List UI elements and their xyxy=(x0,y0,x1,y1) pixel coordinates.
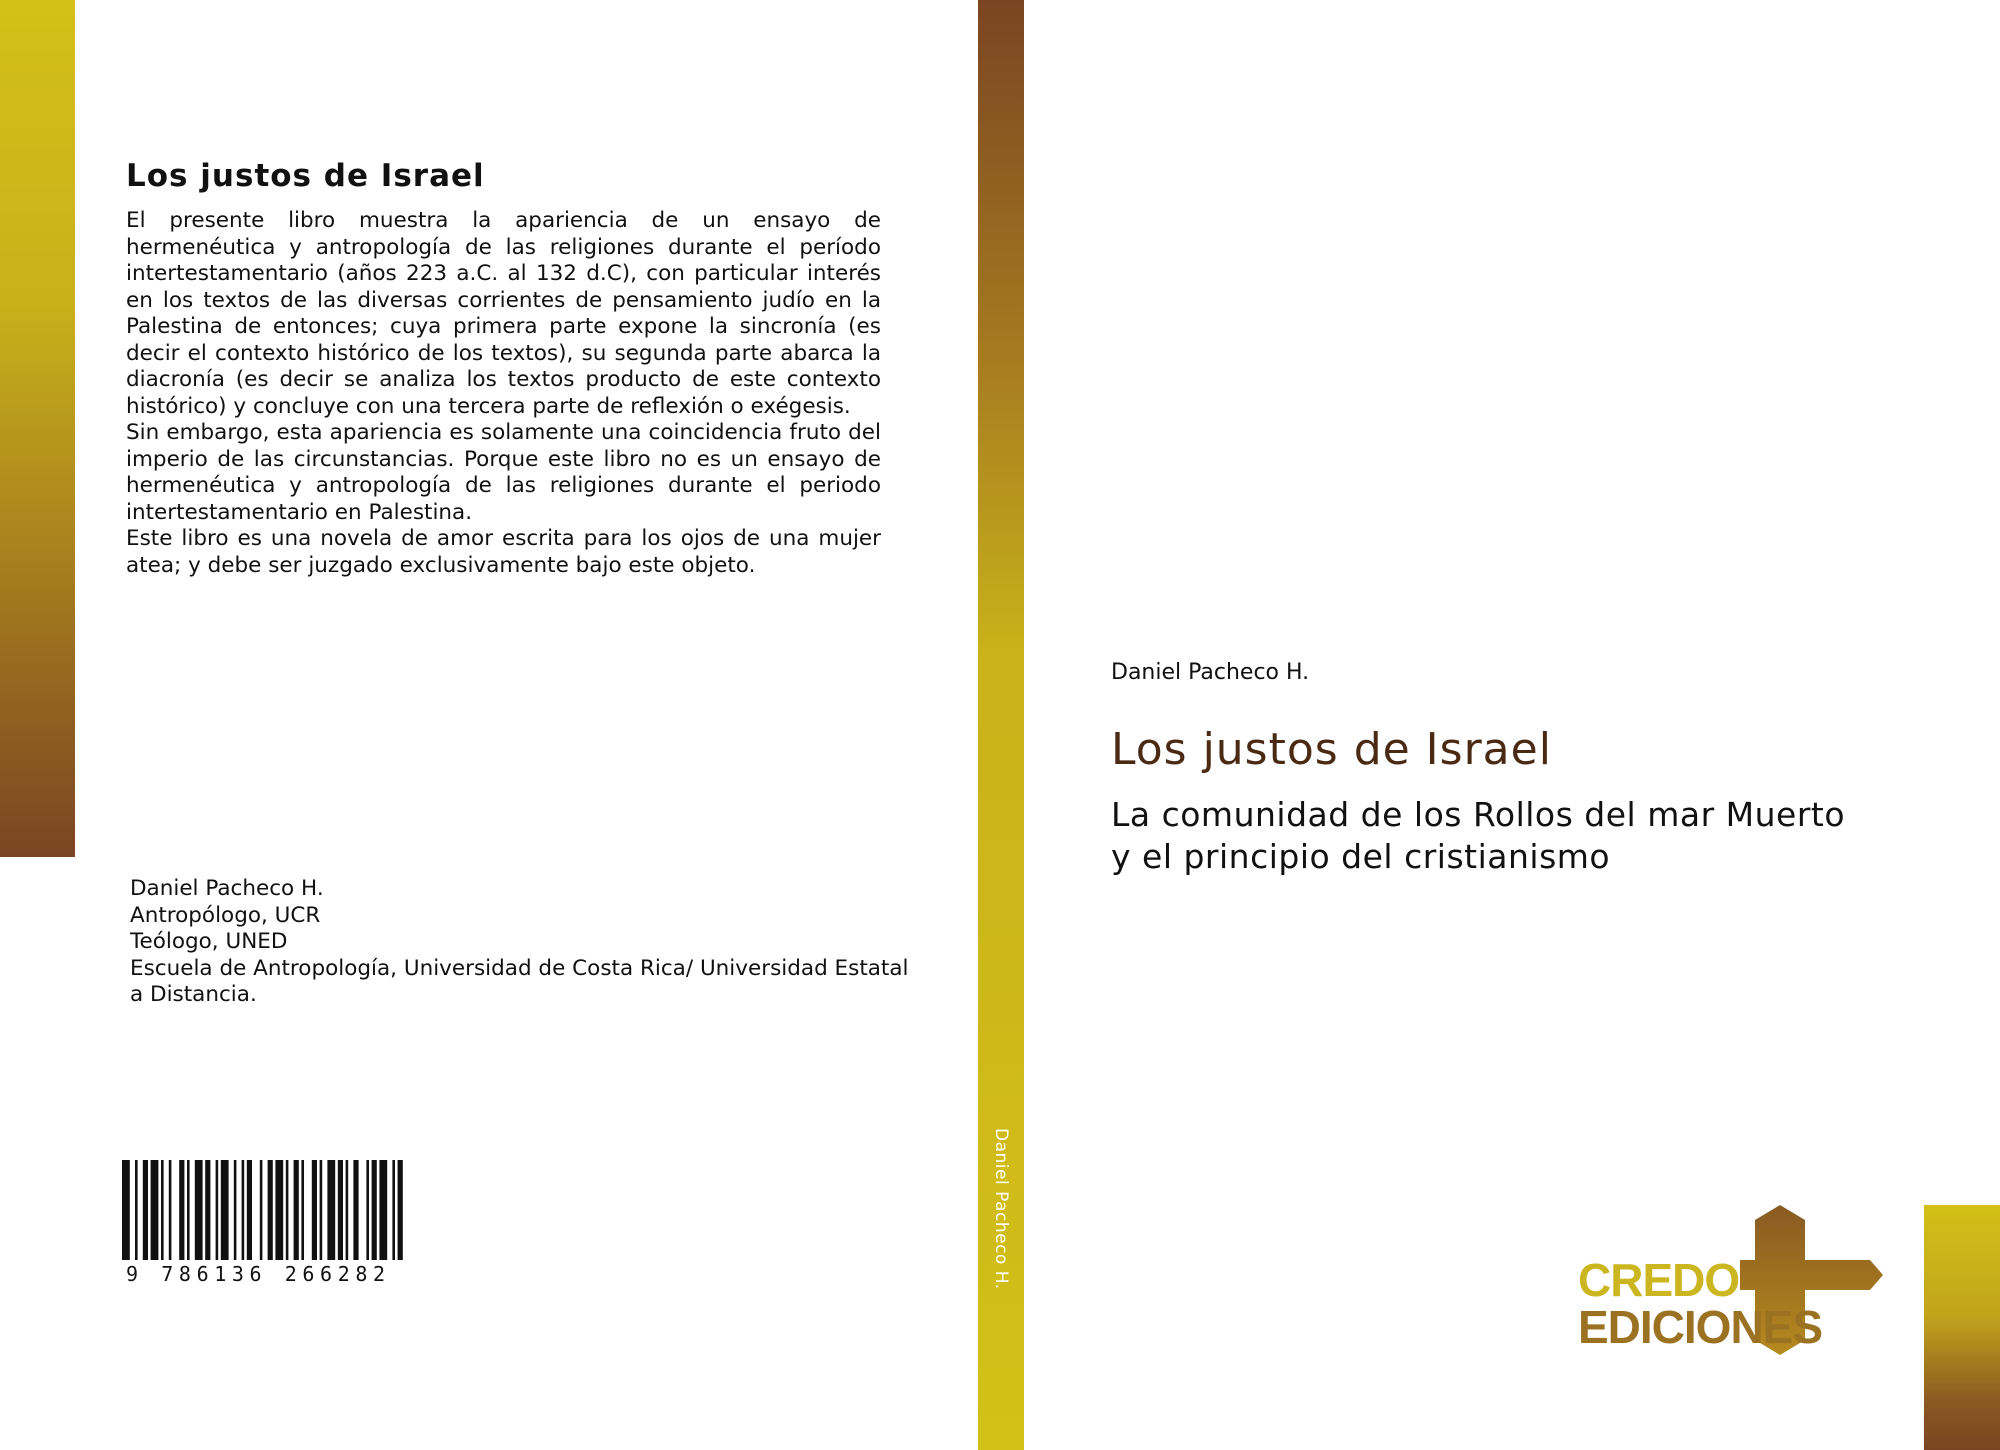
publisher-logo-credo: CREDO xyxy=(1578,1254,1740,1306)
blurb-paragraph: Este libro es una novela de amor escrita para los ojos de una mujer atea; y debe ser juzgado exclusivamente bajo este objeto. xyxy=(126,526,881,578)
barcode-bar xyxy=(135,1160,138,1260)
author-bio-line: Antropólogo, UCR xyxy=(130,902,321,928)
spine-author: Daniel Pacheco H. xyxy=(991,1128,1011,1290)
author-bio-line: Escuela de Antropología, Universidad de Costa Rica/ Universidad Estatal a Distancia. xyxy=(130,955,909,1007)
author-bio-line: Daniel Pacheco H. xyxy=(130,876,324,901)
front-cover-title: Los justos de Israel xyxy=(1111,724,1552,775)
back-cover-blurb xyxy=(126,208,881,579)
barcode-bar xyxy=(221,1160,229,1260)
barcode-bar xyxy=(143,1160,148,1260)
barcode-bar xyxy=(161,1160,164,1260)
barcode-bar xyxy=(242,1160,245,1260)
barcode-bar xyxy=(275,1160,283,1260)
author-bio xyxy=(130,876,910,1009)
isbn-number: 9 786136 266282 xyxy=(126,1262,391,1286)
back-cover-title: Los justos de Israel xyxy=(126,158,485,194)
barcode xyxy=(122,1160,452,1260)
barcode-bar xyxy=(366,1160,369,1260)
author-bio-line: Teólogo, UNED xyxy=(130,929,288,954)
barcode-bar xyxy=(372,1160,377,1260)
barcode-bar xyxy=(216,1160,219,1260)
barcode-bar xyxy=(294,1160,299,1260)
barcode-bar xyxy=(346,1160,349,1260)
barcode-bar xyxy=(268,1160,273,1260)
barcode-bar xyxy=(205,1160,210,1260)
barcode-bar xyxy=(234,1160,237,1260)
barcode-bar xyxy=(320,1160,323,1260)
front-cover-subtitle: La comunidad de los Rollos del mar Muerto y el principio del cristianismo xyxy=(1111,795,1846,876)
barcode-bar xyxy=(353,1160,358,1260)
front-cover-color-band xyxy=(1924,1205,2000,1450)
barcode-bar xyxy=(392,1160,395,1260)
barcode-bar xyxy=(379,1160,387,1260)
barcode-bar xyxy=(247,1160,252,1260)
barcode-bar xyxy=(312,1160,317,1260)
publisher-logo-ediciones: EDICIONES xyxy=(1578,1301,1823,1353)
barcode-bar xyxy=(195,1160,203,1260)
blurb-paragraph: Sin embargo, esta apariencia es solamente una coincidencia fruto del imperio de las circunstancias. Porque este libro no es un ensayo de hermenéutica y antropología de las religiones durante el periodo intertestamentario en Palestina. xyxy=(126,420,881,525)
barcode-bar xyxy=(301,1160,304,1260)
barcode-bar xyxy=(187,1160,190,1260)
front-cover-author: Daniel Pacheco H. xyxy=(1111,660,1310,685)
barcode-bar xyxy=(260,1160,263,1260)
barcode-bar xyxy=(169,1160,172,1260)
barcode-bar xyxy=(179,1160,184,1260)
barcode-bar xyxy=(122,1160,130,1260)
barcode-bar xyxy=(398,1160,403,1260)
barcode-bar xyxy=(327,1160,335,1260)
blurb-paragraph: El presente libro muestra la apariencia de un ensayo de hermenéutica y antropología de las religiones durante el período intertestamentario (años 223 a.C. al 132 d.C), con particular interés en los textos de las diversas corrientes de pensamiento judío en la Palestina de entonces; cuya primera parte expone la sincronía (es decir el contexto histórico de los textos), su segunda parte abarca la diacronía (es decir se analiza los textos producto de este contexto histórico) y concluye con una tercera parte de reflexión o exégesis. xyxy=(126,208,881,419)
barcode-bar xyxy=(286,1160,289,1260)
back-cover-color-band xyxy=(0,0,75,857)
barcode-bar xyxy=(338,1160,343,1260)
barcode-bar xyxy=(151,1160,159,1260)
